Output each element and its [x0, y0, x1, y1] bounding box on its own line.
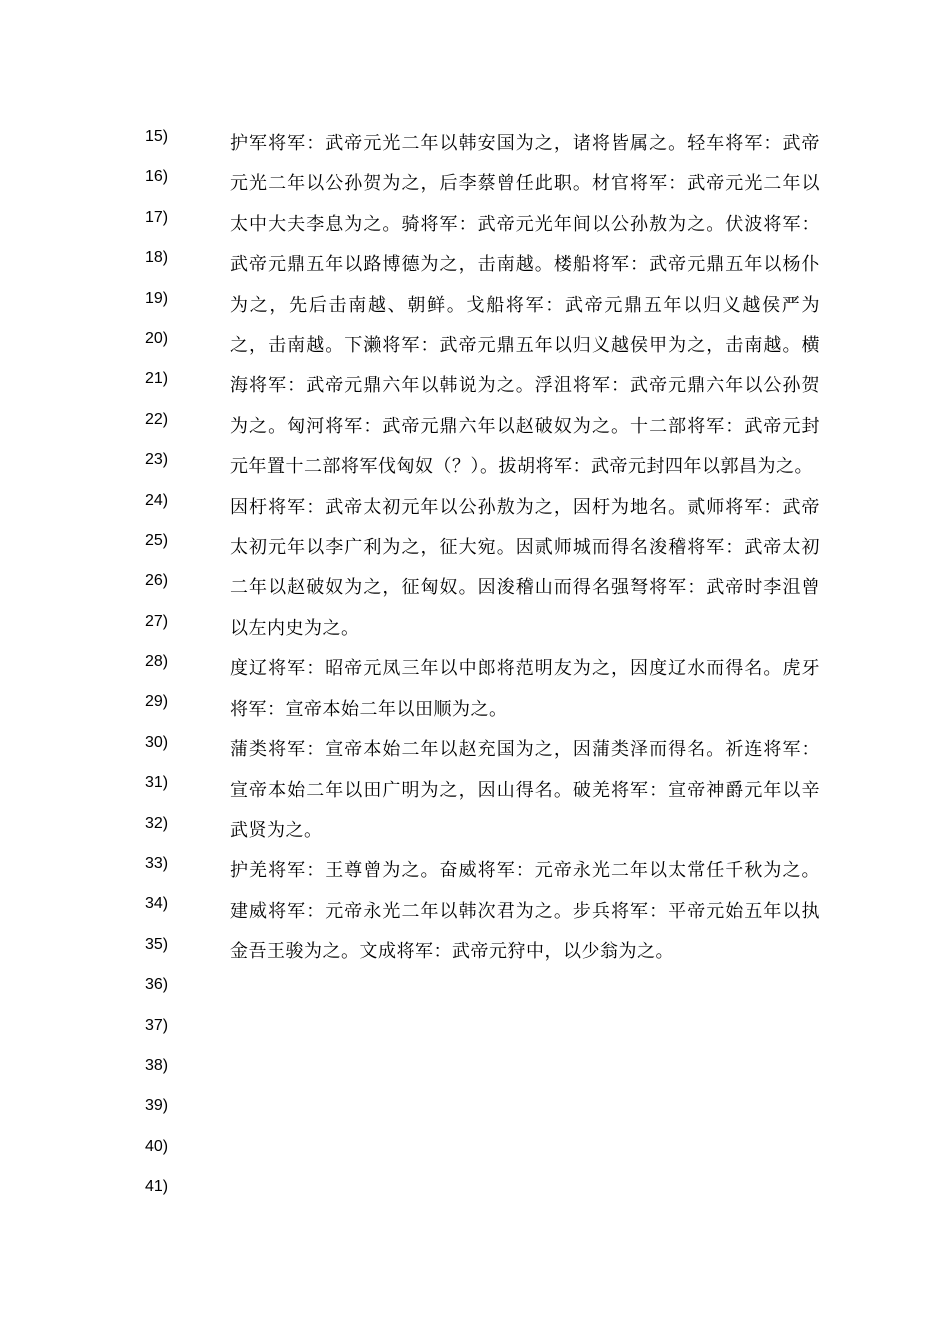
line-number: 27) — [145, 612, 169, 630]
line-number: 29) — [145, 693, 169, 711]
line-number: 33) — [145, 855, 169, 873]
line-number: 35) — [145, 935, 169, 953]
paragraph-generals-wudi-yuanguang: 护军将军：武帝元光二年以韩安国为之，诸将皆属之。轻车将军：武帝元光二年以公孙贺为之，后李蔡曾任此职。材官将军：武帝元光二年以太中大夫李息为之。骑将军：武帝元光年间以公孙敖为之。伏波将军：武帝元鼎五年以路博德为之，击南越。楼船将军：武帝元鼎五年以杨仆为之，先后击南越、朝鲜。戈船将军：武帝元鼎五年以归义越侯严为之，击南越。下濑将军：武帝元鼎五年以归义越侯甲为之，击南越。横海将军：武帝元鼎六年以韩说为之。浮沮将军：武帝元鼎六年以公孙贺为之。匈河将军：武帝元鼎六年以赵破奴为之。十二部将军：武帝元封元年置十二部将军伐匈奴（？）。拔胡将军：武帝元封四年以郭昌为之。 — [230, 133, 820, 478]
line-number: 25) — [145, 531, 169, 549]
line-number: 36) — [145, 976, 169, 994]
line-number: 20) — [145, 329, 169, 347]
line-number: 26) — [145, 572, 169, 590]
line-number: 17) — [145, 208, 169, 226]
line-number: 15) — [145, 128, 169, 145]
line-number: 32) — [145, 814, 169, 832]
document-body — [230, 124, 820, 973]
line-number: 41) — [145, 1178, 169, 1196]
line-number: 40) — [145, 1137, 169, 1155]
line-number: 24) — [145, 491, 169, 509]
line-number-column — [145, 122, 185, 1213]
line-number: 21) — [145, 370, 169, 388]
line-number: 38) — [145, 1056, 169, 1074]
line-number: 18) — [145, 249, 169, 267]
line-number: 16) — [145, 168, 169, 186]
line-number: 23) — [145, 451, 169, 469]
line-number: 22) — [145, 410, 169, 428]
line-number: 28) — [145, 653, 169, 671]
paragraph-generals-wudi-taichu: 因杅将军：武帝太初元年以公孙敖为之，因杅为地名。贰师将军：武帝太初元年以李广利为之，征大宛。因贰师城而得名浚稽将军：武帝太初二年以赵破奴为之，征匈奴。因浚稽山而得名强弩将军：武帝时李沮曾以左内史为之。 — [230, 496, 820, 639]
line-number: 34) — [145, 895, 169, 913]
paragraph-generals-zhaodi: 度辽将军：昭帝元凤三年以中郎将范明友为之，因度辽水而得名。虎牙将军：宣帝本始二年以田顺为之。 — [230, 658, 820, 720]
line-number: 37) — [145, 1016, 169, 1034]
line-number: 31) — [145, 774, 169, 792]
paragraph-generals-yuandi-pingdi: 护羌将军：王尊曾为之。奋威将军：元帝永光二年以太常任千秋为之。建威将军：元帝永光二年以韩次君为之。步兵将军：平帝元始五年以执金吾王骏为之。文成将军：武帝元狩中，以少翁为之。 — [230, 860, 820, 963]
line-number: 19) — [145, 289, 169, 307]
paragraph-generals-xuandi: 蒲类将军：宣帝本始二年以赵充国为之，因蒲类泽而得名。祈连将军：宣帝本始二年以田广明为之，因山得名。破羌将军：宣帝神爵元年以辛武贤为之。 — [230, 739, 820, 841]
line-number: 30) — [145, 733, 169, 751]
line-number: 39) — [145, 1097, 169, 1115]
